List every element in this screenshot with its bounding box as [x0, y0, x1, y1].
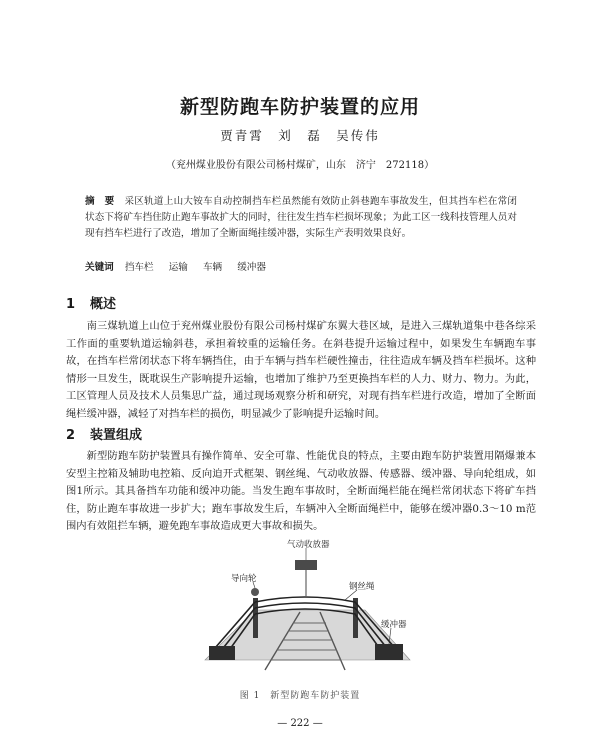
abstract-label: 摘 要 — [85, 196, 115, 207]
buffer-left — [209, 646, 235, 660]
body-paragraph: 新型防跑车防护装置具有操作简单、安全可靠、性能优良的特点，主要由跑车防护装置用隔爆兼本安型主控箱及辅助电控箱、反向迫开式框架、钢丝绳、气动收放器、传感器、缓冲器、导向轮组成，如图1所示。其具备挡车功能和缓冲功能。当发生跑车事故时，全断面绳栏能在绳栏常闭状态下将矿车挡住，防止跑车事故进一步扩大；跑车事故发生后，车辆冲入全断面绳栏中，能够在缓冲器0.3～10 m范围内有效阻拦车辆，避免跑车事故造成更大事故和损失。 — [66, 450, 536, 532]
section-number: 2 — [66, 428, 76, 443]
keyword: 运输 — [168, 262, 188, 273]
section-title: 装置组成 — [90, 428, 143, 443]
keyword: 缓冲器 — [237, 262, 266, 273]
keywords-label: 关键词 — [85, 262, 114, 273]
page-number: — 222 — — [277, 718, 323, 729]
affiliation: （兖州煤业股份有限公司杨村煤矿，山东 济宁 272118） — [165, 160, 435, 171]
author-list: 贾青霄 刘 磊 吴传伟 — [220, 128, 380, 143]
guide-wheel — [251, 588, 259, 596]
section-title: 概述 — [90, 297, 117, 312]
pneumatic-retractor — [295, 560, 317, 570]
device-illustration — [195, 540, 415, 680]
figure-caption: 图 1 新型防跑车防护装置 — [239, 691, 361, 701]
paper-title: 新型防跑车防护装置的应用 — [179, 96, 420, 118]
body-paragraph: 南三煤轨道上山位于兖州煤业股份有限公司杨村煤矿东翼大巷区域，是进入三煤轨道集中巷各综采工作面的重要轨道运输斜巷，承担着较重的运输任务。在斜巷提升运输过程中，如果发生车辆跑车事故，在挡车栏常闭状态下将车辆挡住，由于车辆与挡车栏硬性撞击，往往造成车辆及挡车栏损坏。这种情形一旦发生，既耽误生产影响提升运输，也增加了维护乃至更换挡车栏的人力、财力、物力。为此，工区管理人员及技术人员集思广益，通过现场观察分析和研究，对现有挡车栏进行改造，增加了全断面绳栏缓冲器，减轻了对挡车栏的损伤，明显减少了影响提升运输时间。 — [66, 320, 536, 420]
keywords — [85, 259, 517, 273]
keyword: 车辆 — [202, 262, 223, 273]
label-wire-rope: 钢丝绳 — [349, 582, 375, 592]
section-number: 1 — [66, 297, 76, 312]
section-heading-components — [66, 424, 142, 443]
section-heading-overview — [66, 293, 116, 312]
keyword: 挡车栏 — [124, 262, 154, 273]
label-guide-wheel: 导向轮 — [231, 574, 257, 584]
abstract — [85, 194, 517, 242]
buffer-right — [375, 644, 403, 660]
figure-device-diagram — [195, 540, 415, 680]
abstract-text: 采区轨道上山大铵车自动控制挡车栏虽然能有效防止斜巷跑车事故发生，但其挡车栏在常闭状态下将矿车挡住防止跑车事故扩大的同时，往往发生挡车栏损坏现象；为此工区一线科技管理人员对现有挡车栏进行了改造，增加了全断面绳挂缓冲器，实际生产表明效果良好。 — [85, 196, 518, 239]
label-buffer: 缓冲器 — [381, 620, 407, 630]
label-pneumatic: 气动收放器 — [287, 540, 330, 550]
